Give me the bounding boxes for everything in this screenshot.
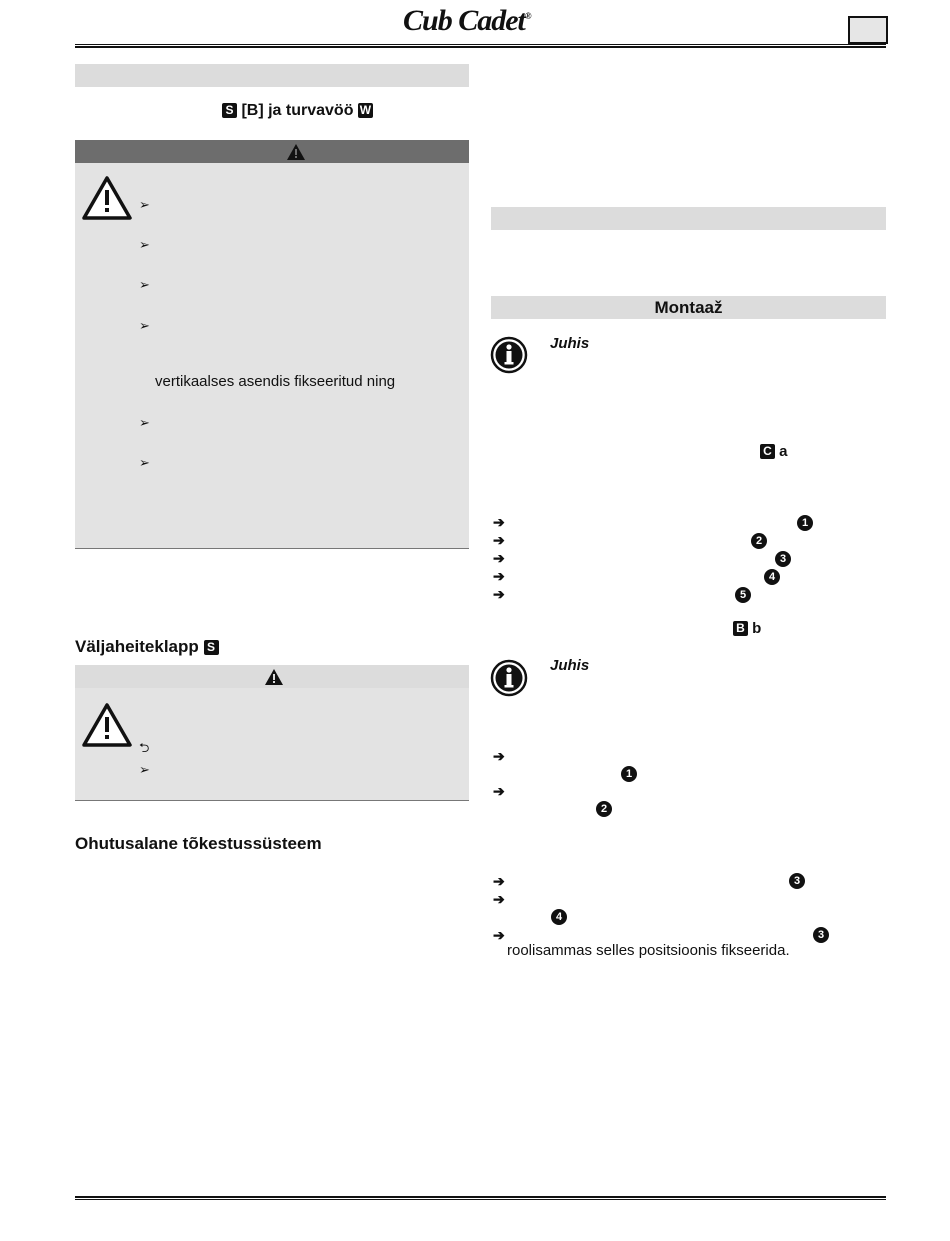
return-arrow-icon: ⮌ [139,740,150,755]
arrowhead-bullet-icon: ➢ [139,762,150,777]
arrowhead-bullet-icon: ➢ [139,415,150,430]
warning-header [75,140,469,163]
arrowhead-bullet-icon: ➢ [139,277,150,292]
warning-triangle-icon [81,702,133,748]
header-rule [75,44,886,48]
step-number: 3 [775,551,791,567]
right-arrow-icon: ➔ [493,748,505,764]
figure-ref-b [733,620,761,637]
brand-logo-mark: ® [524,11,531,21]
section-bar-seat [75,64,469,87]
footer-rule [75,1196,886,1200]
figure-ref-c [760,443,788,460]
right-arrow-icon: ➔ [493,514,505,530]
ejector-heading-text: Väljaheiteklapp [75,637,199,656]
note-label: Juhis [550,657,590,674]
section-bar [491,207,886,230]
brand-logo-text: Cub Cadet [403,4,525,37]
right-arrow-icon: ➔ [493,891,505,907]
arrowhead-bullet-icon: ➢ [139,455,150,470]
seat-heading [222,102,373,120]
right-arrow-icon: ➔ [493,783,505,799]
arrowhead-bullet-icon: ➢ [139,197,150,212]
info-icon [490,336,528,374]
right-arrow-icon: ➔ [493,927,505,943]
right-arrow-icon: ➔ [493,568,505,584]
assembly-title: Montaaž [491,296,886,319]
warning-box-underline [75,548,469,549]
right-arrow-icon: ➔ [493,532,505,548]
brand-logo [403,4,531,38]
warning-box [75,163,469,548]
right-arrow-icon: ➔ [493,873,505,889]
badge-s: S [204,640,219,655]
figure-ref-b-suffix: b [752,620,762,637]
warning-triangle-icon [81,175,133,221]
badge-w: W [359,103,372,117]
step-number: 4 [764,569,780,585]
figure-ref-c-suffix: a [779,443,788,460]
seat-heading-text: [B] ja turvavöö [241,102,354,119]
warning-box-underline [75,800,469,801]
warning-header [75,665,469,688]
step-number: 1 [797,515,813,531]
badge-s: S [222,103,237,118]
right-arrow-icon: ➔ [493,586,505,602]
step-number: 5 [735,587,751,603]
badge-b: B [733,621,748,636]
warning-text-line: vertikaalses asendis fikseeritud ning [155,373,396,390]
note-label: Juhis [550,335,590,352]
ejector-heading [75,637,219,657]
step-number: 3 [789,873,805,889]
step-text-last: roolisammas selles positsioonis fikseerida. [507,942,790,959]
info-icon [490,659,528,697]
arrowhead-bullet-icon: ➢ [139,318,150,333]
arrowhead-bullet-icon: ➢ [139,237,150,252]
step-number: 2 [596,801,612,817]
step-number: 1 [621,766,637,782]
right-arrow-icon: ➔ [493,550,505,566]
warning-triangle-icon [286,143,306,161]
badge-c: C [760,444,775,459]
step-number: 2 [751,533,767,549]
warning-triangle-icon [264,668,284,686]
step-number: 3 [813,927,829,943]
warning-box [75,688,469,800]
step-number: 4 [551,909,567,925]
language-box [848,16,888,44]
safety-heading: Ohutusalane tõkestussüsteem [75,834,322,853]
